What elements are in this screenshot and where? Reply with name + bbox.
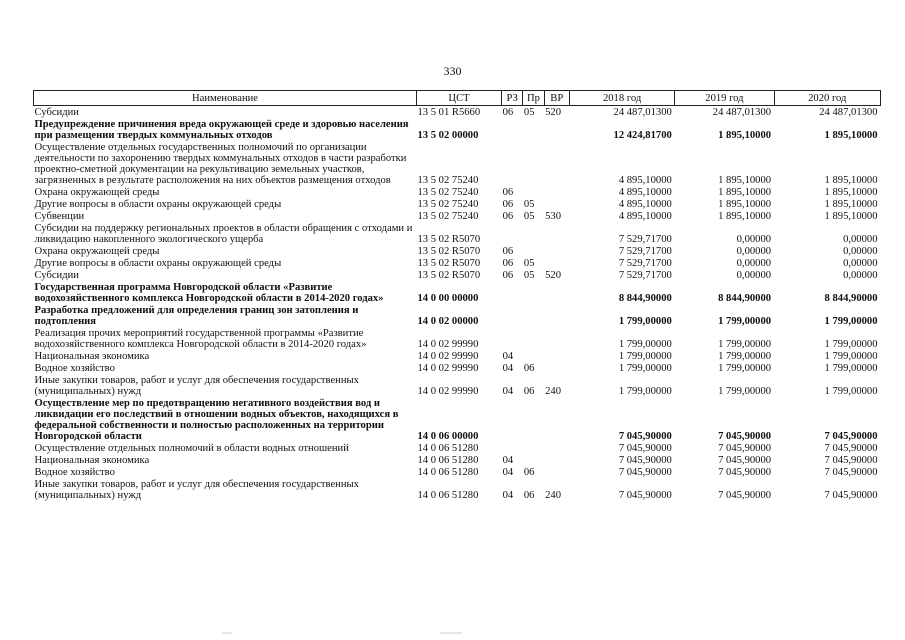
row-pr: 05 (523, 107, 535, 118)
row-value-2019: 1 799,00000 (718, 386, 772, 397)
row-vr: 520 (545, 270, 561, 281)
row-value-2018: 12 424,81700 (613, 130, 672, 141)
row-value-2019: 1 895,10000 (718, 199, 772, 210)
row-vr (544, 245, 569, 257)
row-cst: 13 5 02 75240 (417, 175, 479, 186)
table-row (34, 269, 881, 281)
row-name: Осуществление отдельных полномочий в области водных отношений (34, 443, 349, 454)
row-pr: 05 (523, 258, 535, 269)
row-pr: 06 (523, 490, 535, 501)
row-rz: 06 (502, 199, 514, 210)
row-vr (544, 466, 569, 478)
row-value-2018: 7 529,71700 (618, 270, 672, 281)
table-row (34, 118, 881, 141)
row-value-2019: 1 799,00000 (718, 351, 772, 362)
row-value-2018: 1 799,00000 (618, 386, 672, 397)
header-2020: 2020 год (774, 91, 880, 106)
row-value-2020: 1 895,10000 (824, 187, 878, 198)
row-value-2019: 1 799,00000 (718, 339, 772, 350)
row-vr (544, 442, 569, 454)
row-cst: 14 0 06 51280 (417, 455, 479, 466)
row-name: Государственная программа Новгородской области «Развитие водохозяйственного комплекса Новгородской области в 2014-2020 годах» (34, 282, 384, 304)
row-pr: 05 (523, 270, 535, 281)
table-row (34, 466, 881, 478)
row-rz: 06 (502, 211, 514, 222)
row-name: Субсидии (34, 107, 79, 118)
row-rz: 06 (502, 270, 514, 281)
row-cst: 13 5 02 R5070 (417, 258, 481, 269)
row-cst: 13 5 02 00000 (417, 130, 479, 141)
row-rz (502, 442, 523, 454)
row-name: Осуществление отдельных государственных полномочий по организации деятельности по захоронению твердых коммунальных отходов в части разработки проектно-сметной документации на рекультивацию земельных участков, загрязненных в результате расположения на них объектов размещения отходов (34, 142, 407, 186)
row-rz (502, 141, 523, 186)
row-name: Национальная экономика (34, 351, 150, 362)
row-name: Субсидии на поддержку региональных проектов в области обращения с отходами и ликвидацию накопленного экологического ущерба (34, 223, 413, 245)
row-rz: 06 (502, 258, 514, 269)
table-row (34, 454, 881, 466)
table-row (34, 350, 881, 362)
table-row (34, 141, 881, 186)
table-row (34, 442, 881, 454)
row-name: Другие вопросы в области охраны окружающей среды (34, 199, 282, 210)
row-vr (544, 304, 569, 327)
header-vr: ВР (544, 91, 569, 106)
row-value-2019: 7 045,90000 (718, 490, 772, 501)
row-cst: 14 0 06 51280 (417, 467, 479, 478)
row-cst: 14 0 06 51280 (417, 443, 479, 454)
row-vr: 530 (545, 211, 561, 222)
row-cst: 13 5 02 R5070 (417, 246, 481, 257)
row-cst: 14 0 06 51280 (417, 490, 479, 501)
row-vr: 240 (545, 386, 561, 397)
row-value-2018: 4 895,10000 (618, 211, 672, 222)
row-pr (523, 118, 544, 141)
row-value-2018: 1 799,00000 (618, 339, 672, 350)
budget-table (33, 90, 881, 501)
row-value-2020: 1 799,00000 (824, 316, 878, 327)
row-value-2018: 4 895,10000 (618, 187, 672, 198)
row-rz (502, 397, 523, 442)
row-value-2018: 7 045,90000 (618, 467, 672, 478)
table-header-row (34, 91, 881, 106)
row-value-2018: 1 799,00000 (618, 316, 672, 327)
table-row (34, 304, 881, 327)
row-name: Иные закупки товаров, работ и услуг для обеспечения государственных (муниципальных) нужд (34, 375, 359, 397)
scan-artifact-marks (0, 630, 905, 636)
row-name: Разработка предложений для определения границ зон затопления и подтопления (34, 305, 359, 327)
row-vr (544, 198, 569, 210)
row-cst: 13 5 02 R5070 (417, 234, 481, 245)
row-cst: 14 0 02 99990 (417, 363, 479, 374)
row-cst: 13 5 01 R5660 (417, 107, 481, 118)
row-value-2020: 1 895,10000 (824, 130, 878, 141)
row-pr (523, 454, 544, 466)
table-row (34, 374, 881, 397)
row-cst: 14 0 02 99990 (417, 386, 479, 397)
row-value-2019: 1 895,10000 (718, 187, 772, 198)
table-row (34, 245, 881, 257)
row-rz (502, 118, 523, 141)
row-value-2019: 0,00000 (736, 258, 772, 269)
row-cst: 14 0 00 00000 (417, 293, 479, 304)
row-value-2020: 1 799,00000 (824, 386, 878, 397)
row-value-2020: 7 045,90000 (824, 490, 878, 501)
row-cst: 13 5 02 R5070 (417, 270, 481, 281)
row-vr: 520 (545, 107, 561, 118)
row-value-2019: 1 895,10000 (718, 130, 772, 141)
row-value-2018: 7 045,90000 (618, 431, 672, 442)
row-name: Субсидии (34, 270, 79, 281)
row-value-2019: 7 045,90000 (718, 443, 772, 454)
row-name: Национальная экономика (34, 455, 150, 466)
row-pr (523, 186, 544, 198)
header-cst: ЦСТ (416, 91, 501, 106)
row-vr (544, 350, 569, 362)
row-pr (523, 442, 544, 454)
row-name: Реализация прочих мероприятий государственной программы «Развитие водохозяйственного комплекса Новгородской области в 2014-2020 годах» (34, 328, 367, 350)
row-vr (544, 141, 569, 186)
row-pr: 06 (523, 467, 535, 478)
row-pr: 06 (523, 386, 535, 397)
row-value-2020: 1 799,00000 (824, 363, 878, 374)
row-rz: 04 (502, 363, 514, 374)
table-row (34, 397, 881, 442)
row-value-2020: 1 895,10000 (824, 199, 878, 210)
table-row (34, 222, 881, 245)
row-pr (523, 141, 544, 186)
row-cst: 13 5 02 75240 (417, 211, 479, 222)
row-value-2020: 1 895,10000 (824, 175, 878, 186)
row-value-2019: 24 487,01300 (712, 107, 772, 118)
row-name: Осуществление мер по предотвращению негативного воздействия вод и ликвидации его последствий в отношении водных объектов, находящихся в федеральной собственности и полностью расположенных на территории Новгородской области (34, 398, 399, 442)
row-value-2020: 0,00000 (843, 270, 878, 281)
row-rz: 04 (502, 467, 514, 478)
row-rz: 06 (502, 107, 514, 118)
header-rz: РЗ (502, 91, 523, 106)
row-value-2018: 24 487,01300 (613, 107, 672, 118)
row-cst: 13 5 02 75240 (417, 187, 479, 198)
row-value-2019: 7 045,90000 (718, 431, 772, 442)
row-vr (544, 397, 569, 442)
row-vr (544, 327, 569, 350)
header-2018: 2018 год (569, 91, 674, 106)
header-name: Наименование (34, 91, 417, 106)
row-rz: 04 (502, 351, 514, 362)
table-row (34, 478, 881, 501)
header-pr: Пр (523, 91, 544, 106)
header-2019: 2019 год (675, 91, 774, 106)
row-value-2020: 24 487,01300 (819, 107, 878, 118)
row-value-2020: 7 045,90000 (824, 431, 878, 442)
row-value-2020: 1 799,00000 (824, 339, 878, 350)
row-rz: 06 (502, 246, 514, 257)
row-pr: 06 (523, 363, 535, 374)
row-value-2018: 7 529,71700 (618, 258, 672, 269)
row-value-2018: 7 045,90000 (618, 490, 672, 501)
row-rz: 04 (502, 455, 514, 466)
row-value-2018: 4 895,10000 (618, 199, 672, 210)
row-pr (523, 350, 544, 362)
row-value-2020: 8 844,90000 (824, 293, 878, 304)
row-name: Предупреждение причинения вреда окружающей среде и здоровью населения при размещении твердых коммунальных отходов (34, 119, 409, 141)
row-name: Водное хозяйство (34, 467, 115, 478)
table-row (34, 210, 881, 222)
row-value-2019: 0,00000 (736, 246, 772, 257)
row-value-2020: 0,00000 (843, 246, 878, 257)
row-name: Охрана окружающей среды (34, 246, 160, 257)
row-value-2018: 7 529,71700 (618, 234, 672, 245)
row-value-2020: 7 045,90000 (824, 467, 878, 478)
row-vr (544, 362, 569, 374)
row-value-2019: 1 799,00000 (718, 316, 772, 327)
row-value-2019: 1 895,10000 (718, 211, 772, 222)
row-vr: 240 (545, 490, 561, 501)
row-name: Другие вопросы в области охраны окружающей среды (34, 258, 282, 269)
row-pr (523, 222, 544, 245)
row-pr (523, 304, 544, 327)
row-pr (523, 397, 544, 442)
table-row (34, 327, 881, 350)
row-value-2018: 7 045,90000 (618, 455, 672, 466)
row-value-2018: 8 844,90000 (618, 293, 672, 304)
row-rz (502, 327, 523, 350)
row-rz (502, 304, 523, 327)
row-name: Охрана окружающей среды (34, 187, 160, 198)
row-pr: 05 (523, 199, 535, 210)
row-rz: 04 (502, 490, 514, 501)
table-row (34, 281, 881, 304)
row-cst: 14 0 02 99990 (417, 351, 479, 362)
row-vr (544, 281, 569, 304)
row-value-2019: 1 799,00000 (718, 363, 772, 374)
row-name: Иные закупки товаров, работ и услуг для обеспечения государственных (муниципальных) нужд (34, 479, 359, 501)
row-cst: 13 5 02 75240 (417, 199, 479, 210)
row-value-2019: 8 844,90000 (718, 293, 772, 304)
row-rz: 06 (502, 187, 514, 198)
row-pr (523, 245, 544, 257)
row-value-2019: 1 895,10000 (718, 175, 772, 186)
row-value-2019: 0,00000 (736, 270, 772, 281)
row-value-2020: 1 895,10000 (824, 211, 878, 222)
row-value-2018: 7 045,90000 (618, 443, 672, 454)
row-pr (523, 281, 544, 304)
row-value-2020: 0,00000 (843, 234, 878, 245)
row-vr (544, 118, 569, 141)
row-rz (502, 281, 523, 304)
row-value-2018: 1 799,00000 (618, 363, 672, 374)
row-value-2018: 1 799,00000 (618, 351, 672, 362)
row-vr (544, 186, 569, 198)
row-cst: 14 0 02 00000 (417, 316, 479, 327)
row-pr: 05 (523, 211, 535, 222)
row-vr (544, 222, 569, 245)
row-cst: 14 0 02 99990 (417, 339, 479, 350)
table-body (34, 106, 881, 502)
row-value-2020: 7 045,90000 (824, 455, 878, 466)
table-row (34, 198, 881, 210)
row-name: Водное хозяйство (34, 363, 115, 374)
row-value-2020: 0,00000 (843, 258, 878, 269)
row-value-2018: 7 529,71700 (618, 246, 672, 257)
row-rz (502, 222, 523, 245)
row-value-2020: 7 045,90000 (824, 443, 878, 454)
table-row (34, 257, 881, 269)
row-cst: 14 0 06 00000 (417, 431, 479, 442)
row-pr (523, 327, 544, 350)
row-vr (544, 257, 569, 269)
page-number: 330 (443, 64, 462, 78)
row-value-2018: 4 895,10000 (618, 175, 672, 186)
row-value-2019: 7 045,90000 (718, 455, 772, 466)
row-rz: 04 (502, 386, 514, 397)
table-row (34, 186, 881, 198)
table-row (34, 362, 881, 374)
table-row (34, 106, 881, 119)
row-value-2019: 0,00000 (736, 234, 772, 245)
row-name: Субвенции (34, 211, 85, 222)
row-value-2020: 1 799,00000 (824, 351, 878, 362)
row-vr (544, 454, 569, 466)
row-value-2019: 7 045,90000 (718, 467, 772, 478)
